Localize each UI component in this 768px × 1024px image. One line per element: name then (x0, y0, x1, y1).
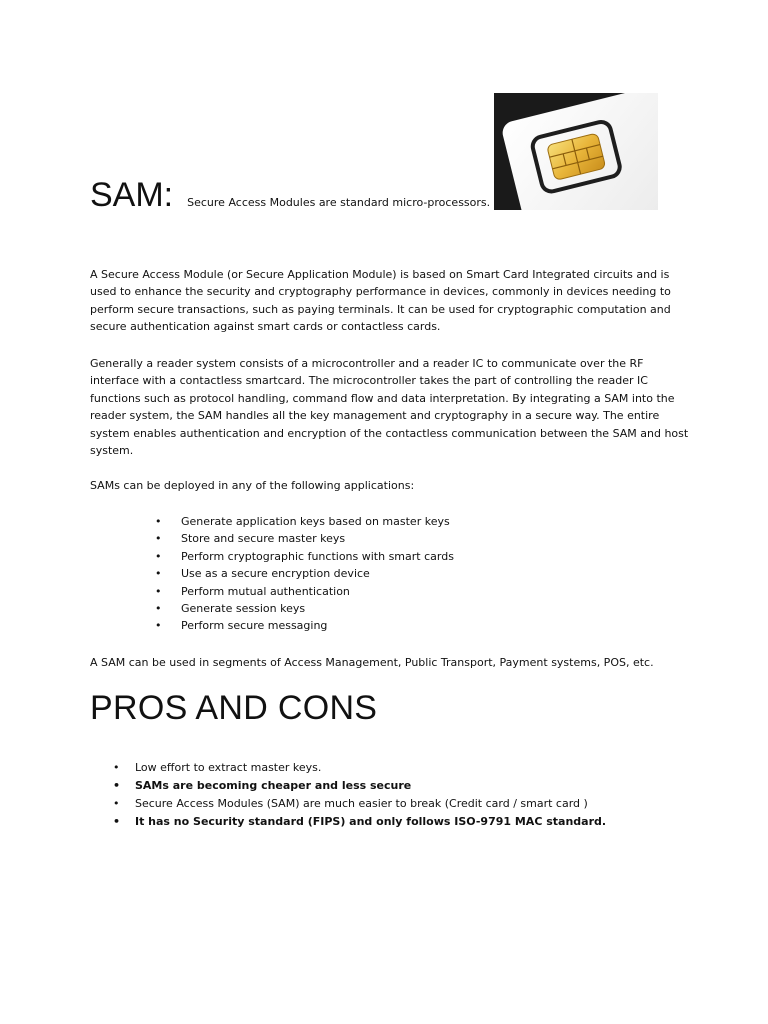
list-item-text: Store and secure master keys (181, 532, 346, 546)
sam-header (90, 175, 490, 215)
list-item-text: SAMs are becoming cheaper and less secure (135, 779, 412, 792)
bullet-icon: • (155, 584, 162, 598)
segments-text: A SAM can be used in segments of Access Management, Public Transport, Payment systems, POS, etc. (90, 656, 654, 669)
list-item-text: Use as a secure encryption device (181, 567, 370, 581)
deploy-intro-text: SAMs can be deployed in any of the following applications: (90, 479, 415, 492)
list-item (155, 617, 454, 634)
list-item-text: Perform mutual authentication (181, 584, 350, 598)
reader-text: Generally a reader system consists of a microcontroller and a reader IC to communicate over the RF interface with a contactless smartcard. The microcontroller takes the part of controlling the reader IC functions such as protocol handling, command flow and data interpretation. By integrating a SAM into the reader system, the SAM handles all the key management and cryptography in a secure way. The entire system enables authentication and encryption of the contactless communication between the SAM and host system. (90, 357, 689, 458)
deploy-intro-paragraph (90, 477, 690, 494)
bullet-icon: • (155, 515, 162, 528)
pros-cons-heading: PROS AND CONS (90, 689, 378, 727)
bullet-icon: • (155, 602, 162, 616)
sim-card-icon (494, 93, 658, 210)
bullet-icon: • (155, 532, 162, 546)
applications-list (155, 513, 454, 635)
bullet-icon: • (155, 567, 162, 581)
list-item (113, 813, 606, 831)
list-item-text: Low effort to extract master keys. (135, 761, 322, 774)
list-item-text: It has no Security standard (FIPS) and only follows ISO-9791 MAC standard. (135, 815, 607, 828)
list-item (155, 548, 454, 565)
list-item-text: Secure Access Modules (SAM) are much easier to break (Credit card / smart card ) (135, 797, 588, 810)
pros-cons-list (113, 759, 606, 831)
list-item (113, 795, 606, 813)
list-item-text: Perform secure messaging (181, 619, 328, 633)
list-item (155, 583, 454, 600)
bullet-icon: • (113, 761, 120, 774)
segments-paragraph (90, 654, 690, 671)
smart-card-image (494, 93, 658, 210)
bullet-icon: • (113, 779, 121, 792)
list-item (155, 600, 454, 617)
bullet-icon: • (113, 797, 120, 810)
list-item-text: Generate session keys (181, 602, 306, 616)
bullet-icon: • (113, 815, 121, 828)
list-item (113, 777, 606, 795)
list-item (155, 530, 454, 547)
list-item (113, 759, 606, 777)
intro-text: A Secure Access Module (or Secure Application Module) is based on Smart Card Integrated circuits and is used to enhance the security and cryptography performance in devices, commonly in devices needing to perform secure transactions, such as paying terminals. It can be used for cryptographic computation and secure authentication against smart cards or contactless cards. (90, 268, 671, 334)
reader-paragraph (90, 355, 690, 459)
list-item-text: Perform cryptographic functions with smart cards (181, 549, 454, 563)
bullet-icon: • (155, 619, 162, 633)
bullet-icon: • (155, 549, 162, 563)
page-title: SAM: (90, 176, 174, 214)
list-item (155, 513, 454, 530)
list-item (155, 565, 454, 582)
list-item-text: Generate application keys based on master keys (181, 515, 450, 528)
page-subtitle: Secure Access Modules are standard micro-processors. (187, 196, 491, 209)
intro-paragraph (90, 266, 690, 336)
